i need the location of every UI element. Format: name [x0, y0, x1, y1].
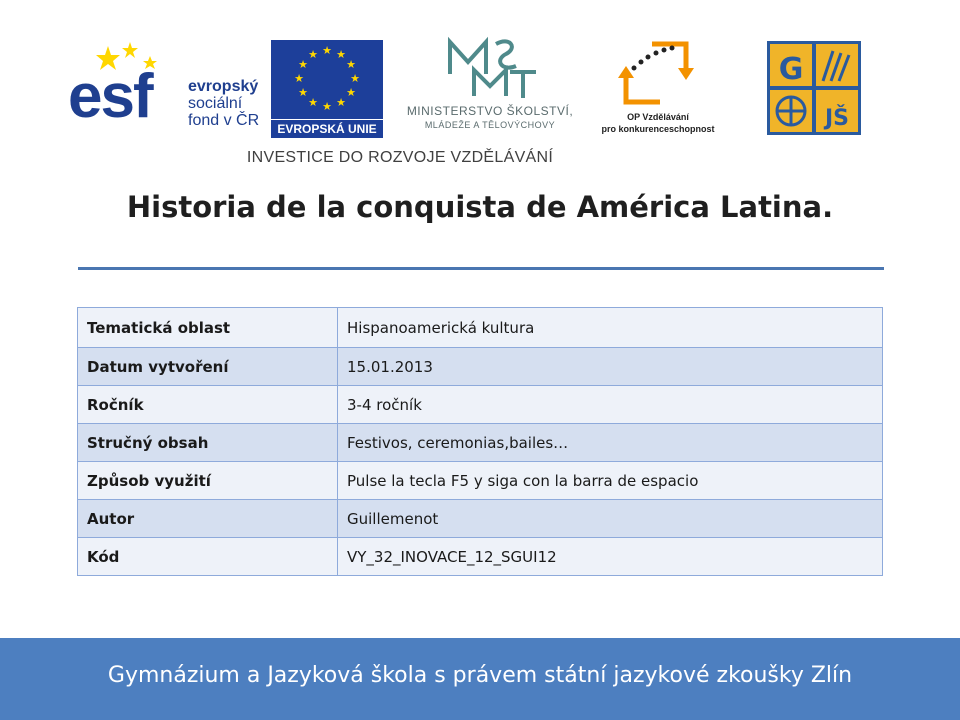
msmt-line-2: MLÁDEŽE A TĚLOVÝCHOVY: [424, 120, 556, 130]
row-key: Kód: [78, 538, 338, 576]
esf-wordmark: esf: [68, 62, 152, 131]
msmt-line-1: MINISTERSTVO ŠKOLSTVÍ,: [406, 104, 574, 118]
svg-text:★: ★: [322, 100, 332, 113]
table-row: [78, 386, 883, 424]
svg-text:★: ★: [336, 48, 346, 61]
title-divider: [78, 267, 884, 270]
info-table: [77, 307, 883, 576]
row-key: Datum vytvoření: [78, 348, 338, 386]
row-value: Hispanoamerická kultura: [338, 308, 883, 348]
eu-logo: [271, 40, 383, 138]
esf-logo: [68, 40, 268, 134]
row-value: Festivos, ceremonias,bailes…: [338, 424, 883, 462]
footer-bar: [0, 638, 960, 720]
esf-caption: evropský sociální fond v ČR: [188, 78, 260, 129]
svg-text:★: ★: [346, 86, 356, 99]
svg-text:★: ★: [308, 48, 318, 61]
op-arrows-icon: [616, 38, 696, 108]
row-value: Guillemenot: [338, 500, 883, 538]
svg-text:G: G: [778, 52, 804, 87]
row-key: Tematická oblast: [78, 308, 338, 348]
row-value: VY_32_INOVACE_12_SGUI12: [338, 538, 883, 576]
row-value: 3-4 ročník: [338, 386, 883, 424]
msmt-monogram-icon: [444, 36, 540, 100]
table-row: [78, 538, 883, 576]
eu-flag-icon: [271, 40, 383, 119]
svg-text:★: ★: [322, 44, 332, 57]
msmt-logo: [392, 36, 588, 136]
table-row: [78, 424, 883, 462]
table-row: [78, 308, 883, 348]
page-title: Historia de la conquista de América Latina.: [126, 190, 834, 224]
gjs-school-logo: [767, 41, 861, 135]
svg-text:JŠ: JŠ: [824, 106, 850, 131]
op-logo: [594, 36, 722, 136]
row-value: Pulse la tecla F5 y siga con la barra de espacio: [338, 462, 883, 500]
op-line-1: OP Vzdělávání: [627, 112, 689, 122]
row-key: Ročník: [78, 386, 338, 424]
footer-school-name: Gymnázium a Jazyková škola s právem státní jazykové zkoušky Zlín: [107, 663, 853, 688]
row-value: 15.01.2013: [338, 348, 883, 386]
row-key: Autor: [78, 500, 338, 538]
svg-text:★: ★: [346, 58, 356, 71]
table-row: [78, 500, 883, 538]
logo-banner: [60, 36, 900, 170]
row-key: Stručný obsah: [78, 424, 338, 462]
eu-label: EVROPSKÁ UNIE: [271, 119, 383, 138]
op-line-2: pro konkurenceschopnost: [601, 124, 715, 134]
table-row: [78, 462, 883, 500]
table-row: [78, 348, 883, 386]
svg-text:★: ★: [336, 96, 346, 109]
svg-text:★: ★: [298, 86, 308, 99]
svg-text:★: ★: [350, 72, 360, 85]
svg-text:★: ★: [298, 58, 308, 71]
svg-text:★: ★: [294, 72, 304, 85]
svg-text:★: ★: [308, 96, 318, 109]
investice-slogan: INVESTICE DO ROZVOJE VZDĚLÁVÁNÍ: [246, 149, 554, 166]
row-key: Způsob využití: [78, 462, 338, 500]
